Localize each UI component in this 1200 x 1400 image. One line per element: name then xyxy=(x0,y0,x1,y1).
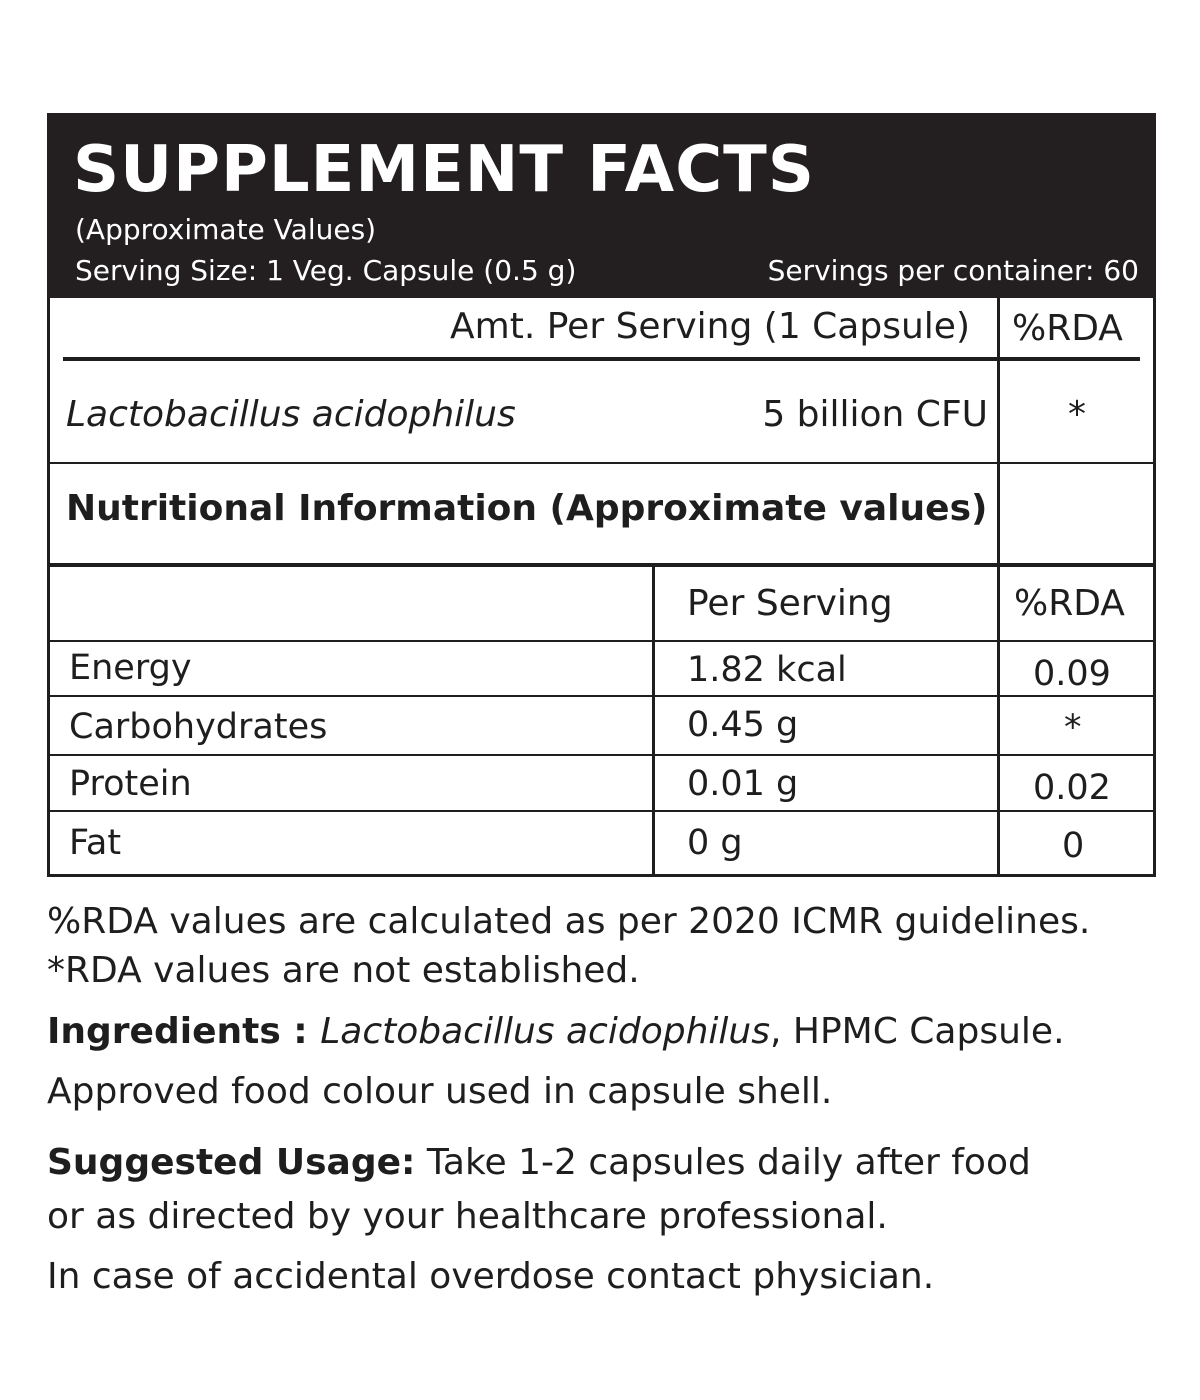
table-row-rule xyxy=(47,754,1156,756)
nutrient-rda: * xyxy=(1064,708,1082,748)
per-serving-header: Per Serving xyxy=(687,583,893,624)
amount-header-rule xyxy=(63,357,1140,361)
facts-subtitle: (Approximate Values) xyxy=(75,213,377,246)
ingredient-rda: * xyxy=(1068,394,1086,435)
servings-per-container: Servings per container: 60 xyxy=(767,254,1139,287)
usage-line-2: or as directed by your healthcare professional. xyxy=(47,1196,888,1237)
facts-header xyxy=(47,113,1156,298)
rda-column-divider-top xyxy=(997,298,1000,564)
nutrient-per-serving: 1.82 kcal xyxy=(687,650,847,690)
nutrient-per-serving: 0.01 g xyxy=(687,764,799,804)
nutrient-rda: 0 xyxy=(1062,826,1085,866)
rda-header: %RDA xyxy=(1012,308,1123,349)
nutrient-rda: 0.02 xyxy=(1033,768,1111,808)
ingredient-name: Lactobacillus acidophilus xyxy=(66,394,516,435)
rda-column-divider-bottom xyxy=(997,567,1000,875)
nutrition-rda-header: %RDA xyxy=(1014,583,1125,624)
nutrient-per-serving: 0.45 g xyxy=(687,705,799,745)
ingredients-colour-note: Approved food colour used in capsule shell. xyxy=(47,1071,833,1112)
per-serving-column-divider xyxy=(652,567,655,875)
ingredient-row-rule xyxy=(47,462,1156,464)
table-row-rule xyxy=(47,640,1156,642)
ingredients-label: Ingredients : xyxy=(47,1011,321,1052)
ingredients-organism: Lactobacillus acidophilus xyxy=(320,1011,770,1052)
usage-text: Take 1-2 capsules daily after food xyxy=(415,1142,1031,1183)
serving-size: Serving Size: 1 Veg. Capsule (0.5 g) xyxy=(75,254,577,287)
table-row-rule xyxy=(47,695,1156,697)
rda-calculation-note: %RDA values are calculated as per 2020 ICMR guidelines. xyxy=(47,901,1091,942)
ingredient-amount: 5 billion CFU xyxy=(762,394,988,435)
amount-per-serving-header: Amt. Per Serving (1 Capsule) xyxy=(450,306,970,347)
overdose-warning: In case of accidental overdose contact physician. xyxy=(47,1256,935,1297)
nutrient-per-serving: 0 g xyxy=(687,823,743,863)
nutrient-name: Energy xyxy=(69,648,192,688)
facts-title: SUPPLEMENT FACTS xyxy=(73,133,815,207)
nutrient-name: Carbohydrates xyxy=(69,707,328,747)
nutrient-name: Fat xyxy=(69,823,122,863)
rda-not-established-note: *RDA values are not established. xyxy=(47,950,640,991)
nutrient-name: Protein xyxy=(69,764,192,804)
nutrition-heading: Nutritional Information (Approximate values) xyxy=(66,488,988,529)
ingredients-rest: , HPMC Capsule. xyxy=(769,1011,1065,1052)
ingredients-line xyxy=(47,1011,1065,1052)
nutrition-heading-rule xyxy=(47,563,1156,567)
nutrient-rda: 0.09 xyxy=(1033,654,1111,694)
table-row-rule xyxy=(47,810,1156,812)
usage-label: Suggested Usage: xyxy=(47,1142,416,1183)
usage-line-1 xyxy=(47,1142,1031,1183)
